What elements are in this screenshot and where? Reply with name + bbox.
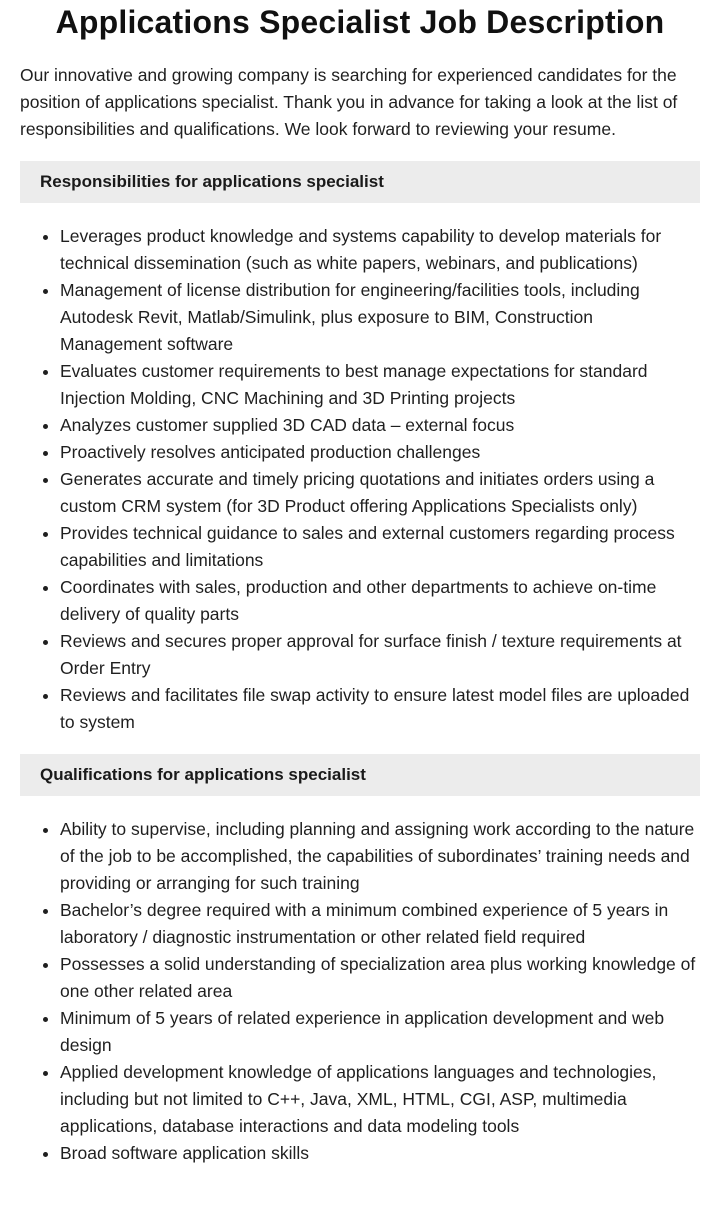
list-item: • Minimum of 5 years of related experience in application development and web design <box>60 1005 700 1059</box>
intro-paragraph: Our innovative and growing company is searching for experienced candidates for the position of applications specialist. Thank you in advance for taking a look at the list of responsibilities and qualifications. We look forward to reviewing your resume. <box>20 65 678 139</box>
qualifications-list <box>20 816 700 1167</box>
list-item: • Ability to supervise, including planning and assigning work according to the nature of the job to be accomplished, the capabilities of subordinates’ training needs and providing or arranging for such training <box>60 816 700 897</box>
list-item: • Coordinates with sales, production and other departments to achieve on-time delivery of quality parts <box>60 574 700 628</box>
list-item: • Bachelor’s degree required with a minimum combined experience of 5 years in laboratory / diagnostic instrumentation or other related field required <box>60 897 700 951</box>
list-item: • Proactively resolves anticipated production challenges <box>60 439 700 466</box>
list-item: • Reviews and facilitates file swap activity to ensure latest model files are uploaded to system <box>60 682 700 736</box>
list-item: • Management of license distribution for engineering/facilities tools, including Autodesk Revit, Matlab/Simulink, plus exposure to BIM, Construction Management software <box>60 277 700 358</box>
list-item: • Analyzes customer supplied 3D CAD data – external focus <box>60 412 700 439</box>
qualifications-heading: Qualifications for applications specialist <box>20 754 700 796</box>
list-item: • Reviews and secures proper approval for surface finish / texture requirements at Order Entry <box>60 628 700 682</box>
page-title: Applications Specialist Job Description <box>55 4 665 40</box>
list-item: • Leverages product knowledge and systems capability to develop materials for technical dissemination (such as white papers, webinars, and publications) <box>60 223 700 277</box>
list-item: • Evaluates customer requirements to best manage expectations for standard Injection Molding, CNC Machining and 3D Printing projects <box>60 358 700 412</box>
list-item: • Generates accurate and timely pricing quotations and initiates orders using a custom CRM system (for 3D Product offering Applications Specialists only) <box>60 466 700 520</box>
responsibilities-heading: Responsibilities for applications specialist <box>20 161 700 203</box>
list-item: • Broad software application skills <box>60 1140 700 1167</box>
list-item: • Applied development knowledge of applications languages and technologies, including but not limited to C++, Java, XML, HTML, CGI, ASP, multimedia applications, database interactions and data modeling tools <box>60 1059 700 1140</box>
responsibilities-list <box>20 223 700 736</box>
list-item: • Provides technical guidance to sales and external customers regarding process capabilities and limitations <box>60 520 700 574</box>
list-item: • Possesses a solid understanding of specialization area plus working knowledge of one other related area <box>60 951 700 1005</box>
